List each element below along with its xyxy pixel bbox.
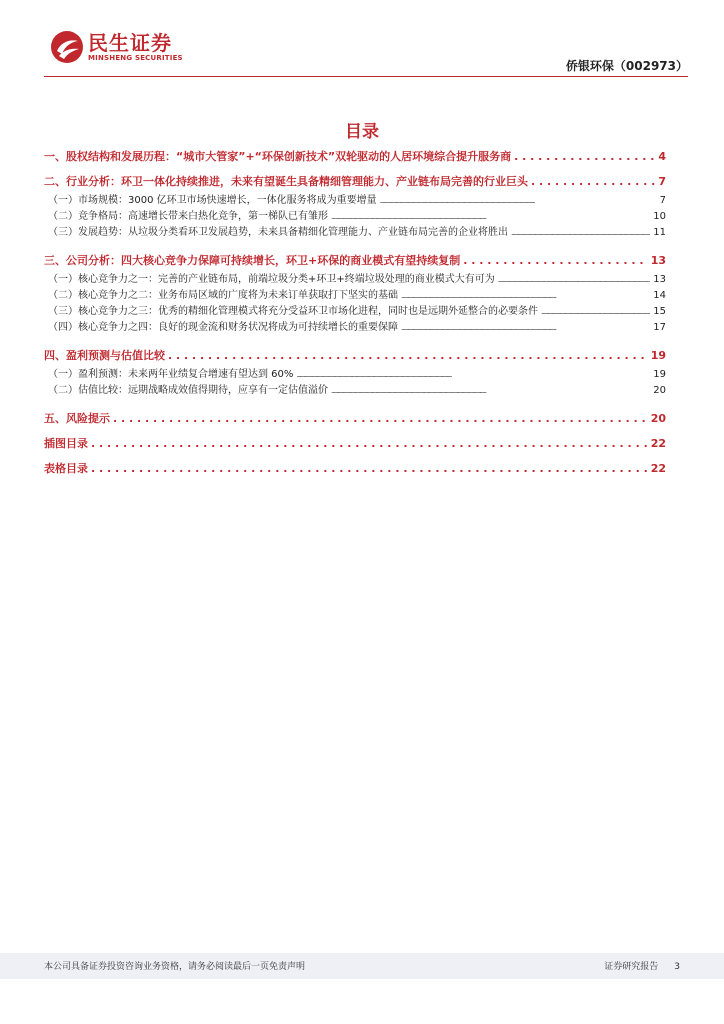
toc-leader-dots xyxy=(498,272,651,288)
footer-right xyxy=(604,959,680,972)
toc-leader-dots xyxy=(91,458,648,480)
minsheng-logo-icon xyxy=(50,30,84,64)
toc-entry-subsection[interactable] xyxy=(44,383,666,399)
toc-leader-dots xyxy=(296,367,650,383)
toc-entry-page: 14 xyxy=(653,290,666,301)
toc-entry-section[interactable] xyxy=(44,171,666,193)
toc-entry-page: 20 xyxy=(650,412,666,425)
toc-entry-title: 插图目录 xyxy=(44,437,88,450)
toc-entry-subsection[interactable] xyxy=(44,209,666,225)
toc-leader-dots xyxy=(168,345,648,367)
toc-leader-dots xyxy=(91,433,648,455)
toc-entry-subsection[interactable] xyxy=(44,320,666,336)
report-type-label: 证券研究报告 xyxy=(604,962,659,972)
toc-entry-section[interactable] xyxy=(44,250,666,272)
toc-entry-subsection[interactable] xyxy=(44,193,666,209)
toc-leader-dots xyxy=(401,320,650,336)
toc-entry-title: 五、风险提示 xyxy=(44,412,110,425)
toc-entry-subsection[interactable] xyxy=(44,288,666,304)
toc-entry-title: 一、股权结构和发展历程：“城市大管家”+“环保创新技术”双轮驱动的人居环境综合提升服务商 xyxy=(44,150,512,163)
toc-entry-section[interactable] xyxy=(44,146,666,168)
toc-entry-page: 20 xyxy=(653,385,666,396)
toc-leader-dots xyxy=(463,250,647,272)
toc-entry-page: 19 xyxy=(653,369,666,380)
toc-entry-page: 11 xyxy=(653,227,666,238)
toc-leader-dots xyxy=(331,383,650,399)
toc-entry-title: （二）估值比较：远期战略成效值得期待，应享有一定估值溢价 xyxy=(48,385,328,396)
toc-entry-page: 7 xyxy=(658,175,666,188)
toc-entry-title: 二、行业分析：环卫一体化持续推进，未来有望诞生具备精细管理能力、产业链布局完善的行业巨头 xyxy=(44,175,528,188)
logo-chinese-name: 民生证券 xyxy=(88,30,172,55)
toc-entry-title: （一）核心竞争力之一：完善的产业链布局，前端垃圾分类+环卫+终端垃圾处理的商业模式大有可为 xyxy=(48,274,495,285)
toc-entry-page: 13 xyxy=(653,274,666,285)
page-number: 3 xyxy=(674,962,680,972)
header-divider xyxy=(44,76,688,77)
toc-entry-page: 22 xyxy=(650,462,666,475)
page-footer xyxy=(0,953,724,979)
toc-entry-page: 7 xyxy=(659,195,666,206)
toc-leader-dots xyxy=(331,209,650,225)
toc-leader-dots xyxy=(113,408,648,430)
toc-entry-section[interactable] xyxy=(44,345,666,367)
toc-entry-title: （一）市场规模：3000 亿环卫市场快速增长，一体化服务将成为重要增量 xyxy=(48,195,377,206)
toc-entry-title: 三、公司分析：四大核心竞争力保障可持续增长，环卫+环保的商业模式有望持续复制 xyxy=(44,254,461,267)
toc-entry-section[interactable] xyxy=(44,458,666,480)
toc-entry-title: （三）发展趋势：从垃圾分类看环卫发展趋势，未来具备精细化管理能力、产业链布局完善的企业将胜出 xyxy=(48,227,508,238)
toc-entry-title: （一）盈利预测：未来两年业绩复合增速有望达到 60% xyxy=(48,369,294,380)
toc-section-gap xyxy=(44,336,666,342)
toc-entry-page: 17 xyxy=(653,322,666,333)
toc-entry-page: 19 xyxy=(650,349,666,362)
toc-entry-page: 10 xyxy=(653,211,666,222)
toc-leader-dots xyxy=(380,193,657,209)
toc-entry-section[interactable] xyxy=(44,408,666,430)
footer-disclaimer: 本公司具备证券投资咨询业务资格，请务必阅读最后一页免责声明 xyxy=(44,962,306,972)
toc-entry-title: 表格目录 xyxy=(44,462,88,475)
minsheng-logo xyxy=(50,30,183,64)
company-ticker: 侨银环保（002973） xyxy=(565,59,688,73)
toc-leader-dots xyxy=(401,288,650,304)
toc-entry-subsection[interactable] xyxy=(44,304,666,320)
toc-section-gap xyxy=(44,399,666,405)
toc-entry-title: （二）竞争格局：高速增长带来白热化竞争，第一梯队已有雏形 xyxy=(48,211,328,222)
toc-entry-section[interactable] xyxy=(44,433,666,455)
toc-leader-dots xyxy=(541,304,650,320)
toc-entry-page: 22 xyxy=(650,437,666,450)
table-of-contents xyxy=(44,143,666,480)
toc-entry-title: （二）核心竞争力之二：业务布局区域的广度将为未来订单获取打下坚实的基础 xyxy=(48,290,398,301)
logo-english-name: MINSHENG SECURITIES xyxy=(88,53,183,62)
page-header xyxy=(0,0,724,80)
toc-entry-subsection[interactable] xyxy=(44,272,666,288)
toc-entry-page: 15 xyxy=(653,306,666,317)
toc-leader-dots xyxy=(531,171,655,193)
toc-title: 目录 xyxy=(345,122,379,142)
toc-entry-title: （三）核心竞争力之三：优秀的精细化管理模式将充分受益环卫市场化进程，同时也是远期外延整合的必要条件 xyxy=(48,306,538,317)
toc-leader-dots xyxy=(514,146,655,168)
toc-entry-title: 四、盈利预测与估值比较 xyxy=(44,349,165,362)
toc-section-gap xyxy=(44,241,666,247)
toc-entry-subsection[interactable] xyxy=(44,367,666,383)
toc-entry-subsection[interactable] xyxy=(44,225,666,241)
toc-leader-dots xyxy=(511,225,650,241)
toc-entry-page: 13 xyxy=(650,254,666,267)
toc-entry-title: （四）核心竞争力之四：良好的现金流和财务状况将成为可持续增长的重要保障 xyxy=(48,322,398,333)
toc-entry-page: 4 xyxy=(658,150,666,163)
